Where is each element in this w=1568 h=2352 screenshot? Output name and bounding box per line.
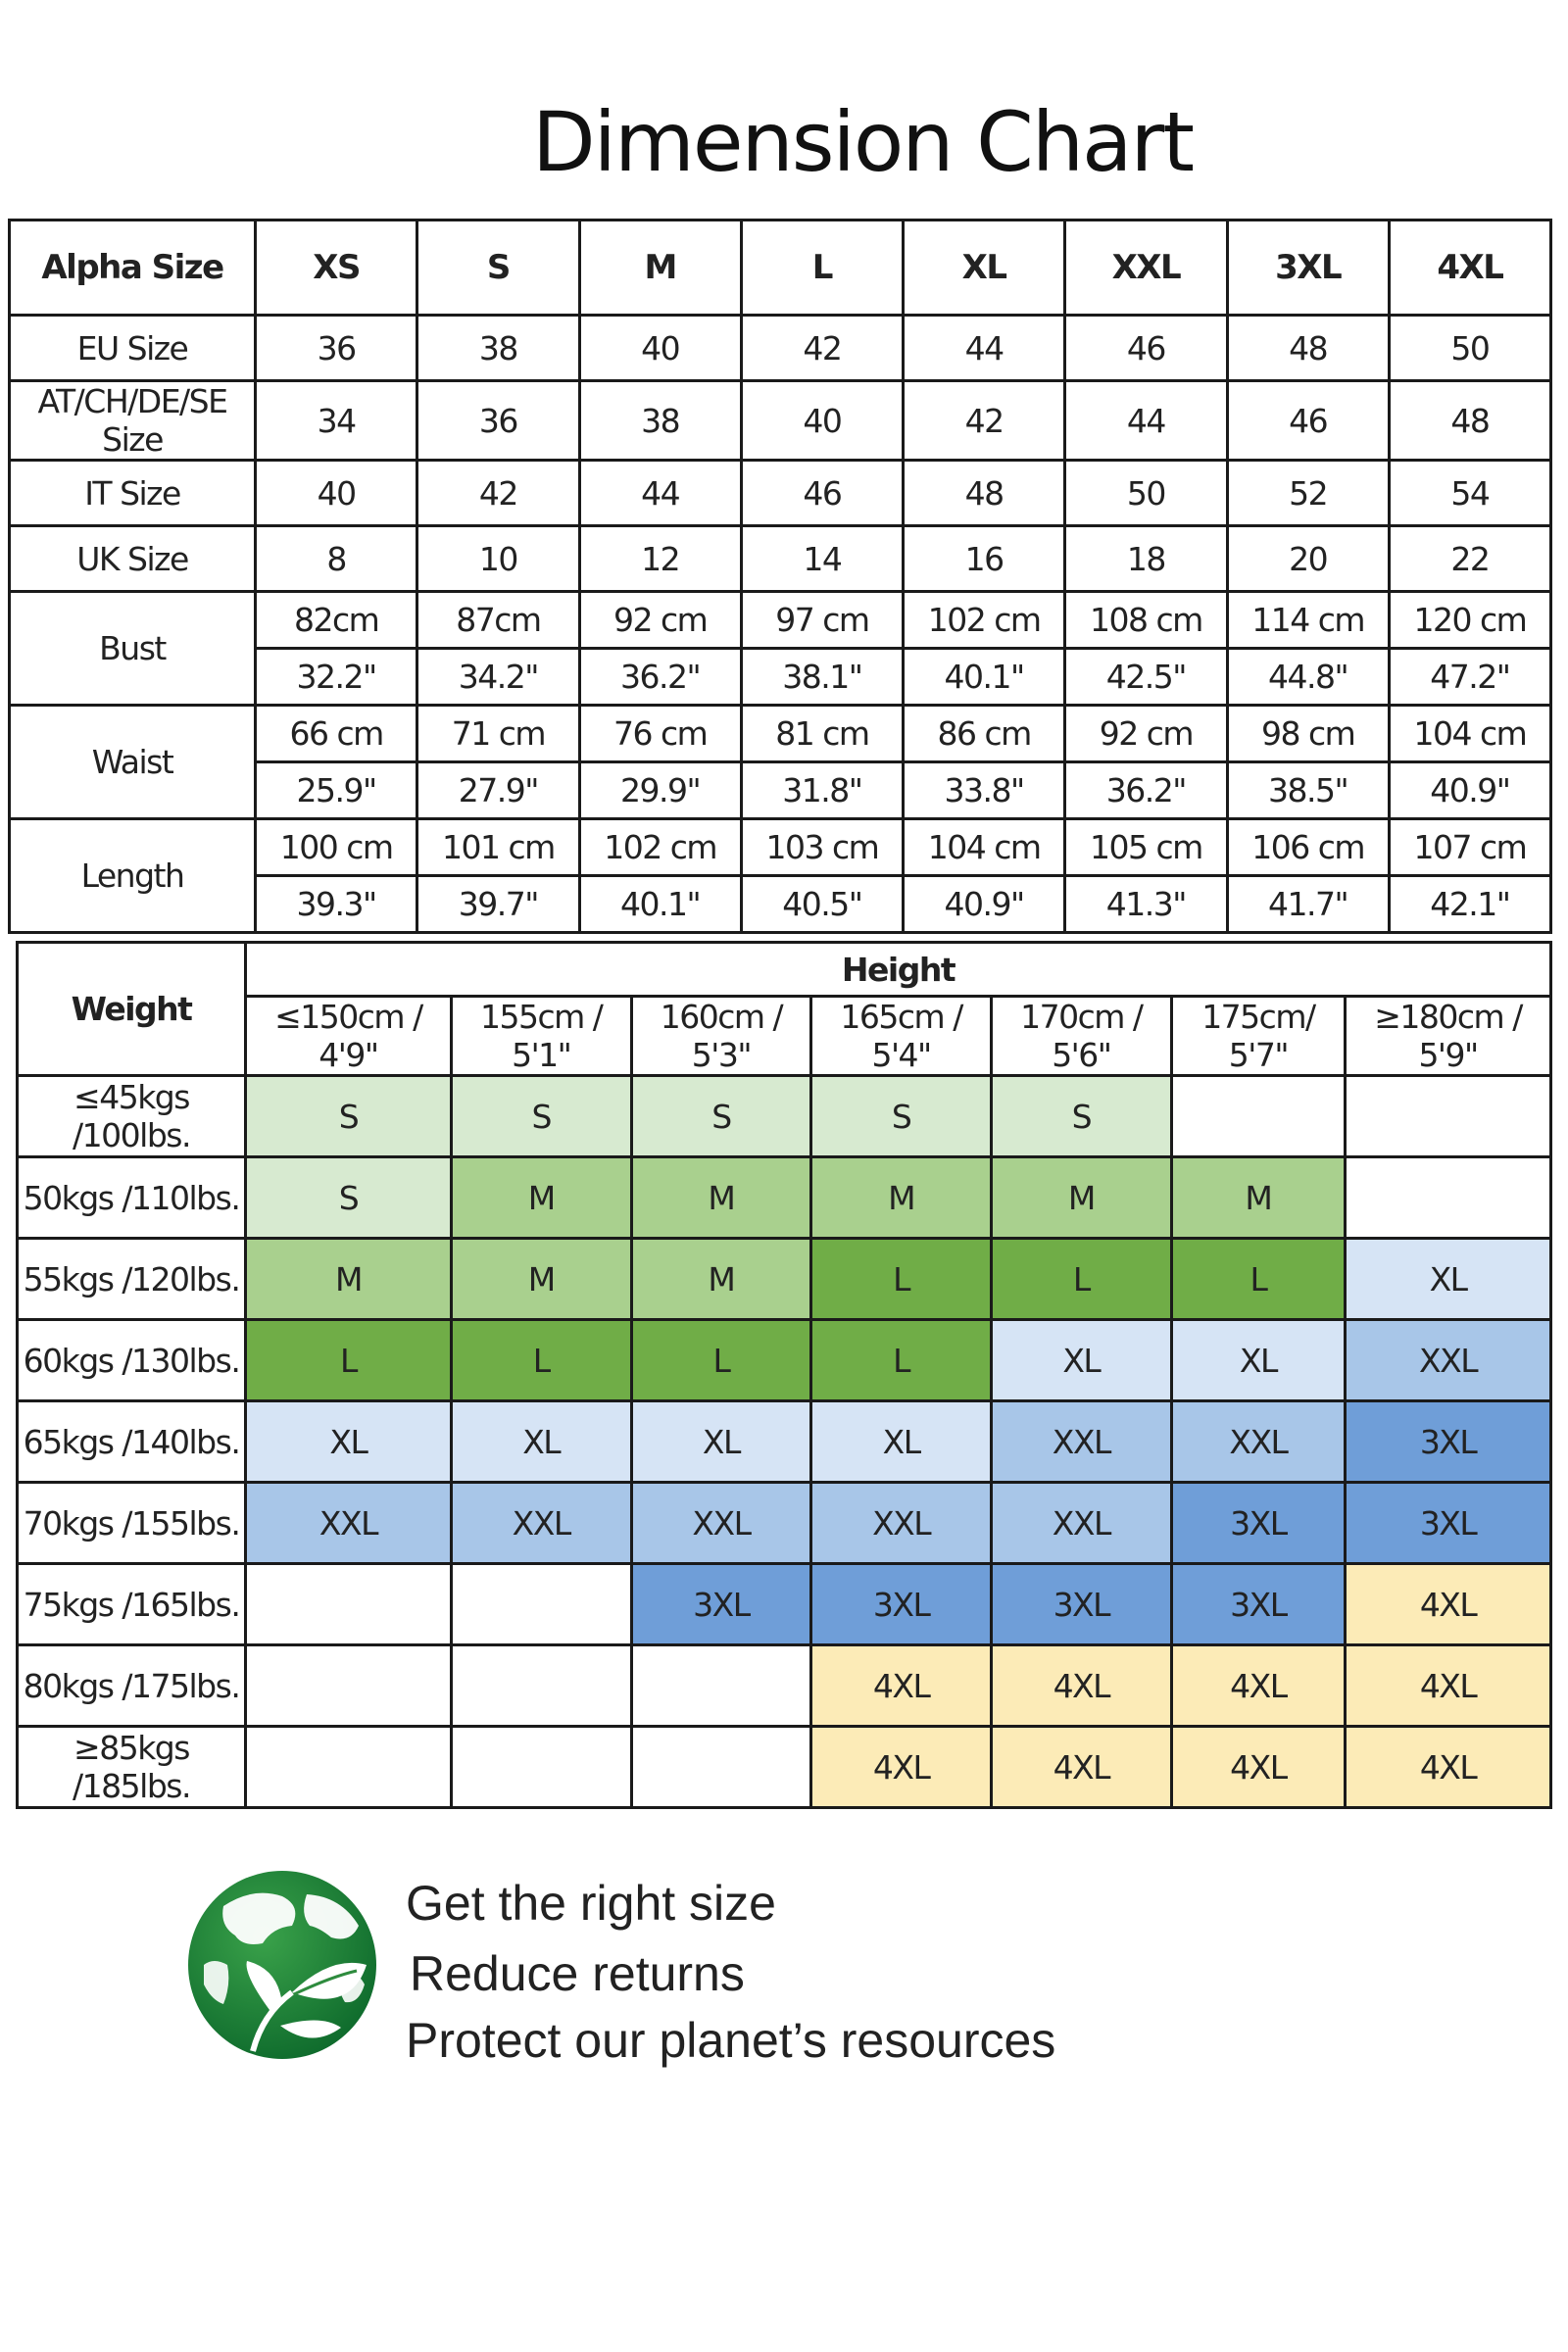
measurement-cm-value: 71 cm	[417, 706, 579, 762]
fit-row	[18, 1401, 1551, 1483]
size-system-value: 50	[1389, 316, 1550, 381]
measurement-inch-value: 38.5"	[1227, 762, 1389, 819]
measurement-inch-value: 40.5"	[741, 876, 903, 933]
size-system-value: 38	[579, 381, 741, 461]
alpha-size-header: Alpha Size	[10, 220, 256, 316]
recommended-size-cell: S	[631, 1076, 811, 1157]
height-title-row	[18, 943, 1551, 997]
weight-label: ≤45kgs /100lbs.	[18, 1076, 246, 1157]
recommended-size-cell	[451, 1727, 631, 1808]
measurement-inch-value: 40.9"	[1389, 762, 1550, 819]
recommended-size-cell: S	[246, 1076, 452, 1157]
measurement-inch-value: 36.2"	[579, 649, 741, 706]
measurement-label: Waist	[10, 706, 256, 819]
measurement-cm-value: 81 cm	[741, 706, 903, 762]
footer-line-right-size: Get the right size	[406, 1876, 776, 1931]
size-header-cell: XS	[256, 220, 417, 316]
recommended-size-cell: 4XL	[1171, 1727, 1345, 1808]
measurement-inch-value: 40.1"	[579, 876, 741, 933]
size-header-cell: 3XL	[1227, 220, 1389, 316]
measurement-cm-row	[10, 819, 1551, 876]
recommended-size-cell: XL	[1171, 1320, 1345, 1401]
measurement-cm-value: 102 cm	[904, 592, 1065, 649]
height-column-header: 155cm / 5'1"	[451, 997, 631, 1076]
measurement-inch-value: 40.1"	[904, 649, 1065, 706]
fit-row	[18, 1320, 1551, 1401]
recommended-size-cell: 3XL	[1171, 1483, 1345, 1564]
weight-label: ≥85kgs /185lbs.	[18, 1727, 246, 1808]
measurement-cm-value: 120 cm	[1389, 592, 1550, 649]
weight-label: 50kgs /110lbs.	[18, 1157, 246, 1239]
size-system-value: 40	[256, 461, 417, 526]
measurement-cm-value: 104 cm	[1389, 706, 1550, 762]
size-system-value: 48	[1389, 381, 1550, 461]
height-header: Height	[246, 943, 1551, 997]
recommended-size-cell: L	[451, 1320, 631, 1401]
size-system-value: 54	[1389, 461, 1550, 526]
recommended-size-cell: M	[451, 1239, 631, 1320]
size-system-value: 46	[1065, 316, 1227, 381]
recommended-size-cell: 4XL	[991, 1645, 1171, 1727]
measurement-cm-value: 103 cm	[741, 819, 903, 876]
measurement-cm-value: 92 cm	[579, 592, 741, 649]
measurement-inch-value: 47.2"	[1389, 649, 1550, 706]
measurement-cm-value: 97 cm	[741, 592, 903, 649]
fit-row	[18, 1645, 1551, 1727]
size-system-value: 40	[579, 316, 741, 381]
recommended-size-cell: S	[451, 1076, 631, 1157]
globe-leaf-icon	[184, 1867, 380, 2063]
measurement-cm-value: 98 cm	[1227, 706, 1389, 762]
size-conversion-table	[8, 219, 1552, 934]
recommended-size-cell: M	[246, 1239, 452, 1320]
measurement-inch-value: 36.2"	[1065, 762, 1227, 819]
size-system-row	[10, 381, 1551, 461]
size-system-value: 36	[256, 316, 417, 381]
measurement-inch-value: 32.2"	[256, 649, 417, 706]
size-system-row	[10, 526, 1551, 592]
measurement-cm-value: 102 cm	[579, 819, 741, 876]
fit-row	[18, 1564, 1551, 1645]
footer-message	[184, 1867, 1360, 2082]
page-title: Dimension Chart	[531, 94, 1194, 190]
size-system-value: 12	[579, 526, 741, 592]
height-column-header: 175cm/ 5'7"	[1171, 997, 1345, 1076]
recommended-size-cell: L	[631, 1320, 811, 1401]
recommended-size-cell: XL	[631, 1401, 811, 1483]
recommended-size-cell	[451, 1645, 631, 1727]
measurement-inch-value: 39.7"	[417, 876, 579, 933]
size-system-value: 46	[741, 461, 903, 526]
measurement-cm-value: 101 cm	[417, 819, 579, 876]
size-system-value: 50	[1065, 461, 1227, 526]
measurement-inch-value: 38.1"	[741, 649, 903, 706]
height-column-header: 170cm / 5'6"	[991, 997, 1171, 1076]
weight-header: Weight	[18, 943, 246, 1076]
recommended-size-cell: M	[1171, 1157, 1345, 1239]
size-system-value: 44	[579, 461, 741, 526]
measurement-inch-value: 27.9"	[417, 762, 579, 819]
size-system-value: 10	[417, 526, 579, 592]
measurement-cm-row	[10, 706, 1551, 762]
size-system-value: 42	[741, 316, 903, 381]
measurement-cm-value: 92 cm	[1065, 706, 1227, 762]
recommended-size-cell: XL	[246, 1401, 452, 1483]
size-header-cell: M	[579, 220, 741, 316]
recommended-size-cell: S	[991, 1076, 1171, 1157]
size-system-value: 22	[1389, 526, 1550, 592]
recommended-size-cell: M	[631, 1157, 811, 1239]
weight-label: 55kgs /120lbs.	[18, 1239, 246, 1320]
recommended-size-cell: 4XL	[1346, 1645, 1551, 1727]
recommended-size-cell: 3XL	[1346, 1483, 1551, 1564]
measurement-inch-value: 33.8"	[904, 762, 1065, 819]
height-values-row	[18, 997, 1551, 1076]
recommended-size-cell: XXL	[991, 1483, 1171, 1564]
measurement-label: Length	[10, 819, 256, 933]
measurement-cm-value: 106 cm	[1227, 819, 1389, 876]
recommended-size-cell: XXL	[1171, 1401, 1345, 1483]
size-system-label: EU Size	[10, 316, 256, 381]
recommended-size-cell: M	[631, 1239, 811, 1320]
recommended-size-cell: L	[1171, 1239, 1345, 1320]
measurement-cm-value: 100 cm	[256, 819, 417, 876]
recommended-size-cell: XL	[991, 1320, 1171, 1401]
recommended-size-cell	[1346, 1076, 1551, 1157]
size-system-row	[10, 316, 1551, 381]
recommended-size-cell: 4XL	[1346, 1564, 1551, 1645]
measurement-inch-value: 42.1"	[1389, 876, 1550, 933]
measurement-inch-value: 40.9"	[904, 876, 1065, 933]
recommended-size-cell: 3XL	[1346, 1401, 1551, 1483]
size-system-value: 42	[904, 381, 1065, 461]
size-system-value: 40	[741, 381, 903, 461]
weight-label: 80kgs /175lbs.	[18, 1645, 246, 1727]
size-header-cell: L	[741, 220, 903, 316]
recommended-size-cell: XXL	[451, 1483, 631, 1564]
fit-row	[18, 1239, 1551, 1320]
recommended-size-cell	[1171, 1076, 1345, 1157]
recommended-size-cell: M	[811, 1157, 992, 1239]
recommended-size-cell: XXL	[1346, 1320, 1551, 1401]
weight-label: 60kgs /130lbs.	[18, 1320, 246, 1401]
size-system-label: UK Size	[10, 526, 256, 592]
recommended-size-cell: L	[811, 1239, 992, 1320]
recommended-size-cell	[631, 1645, 811, 1727]
size-system-value: 48	[1227, 316, 1389, 381]
footer-line-protect-planet: Protect our planet’s resources	[406, 2013, 1056, 2068]
recommended-size-cell: L	[811, 1320, 992, 1401]
size-system-value: 8	[256, 526, 417, 592]
recommended-size-cell: XXL	[246, 1483, 452, 1564]
height-column-header: 160cm / 5'3"	[631, 997, 811, 1076]
recommended-size-cell	[246, 1564, 452, 1645]
size-system-value: 42	[417, 461, 579, 526]
weight-label: 75kgs /165lbs.	[18, 1564, 246, 1645]
recommended-size-cell	[246, 1645, 452, 1727]
fit-row	[18, 1727, 1551, 1808]
recommended-size-cell: 4XL	[1171, 1645, 1345, 1727]
size-system-value: 44	[1065, 381, 1227, 461]
recommended-size-cell	[631, 1727, 811, 1808]
size-system-value: 20	[1227, 526, 1389, 592]
recommended-size-cell: XL	[451, 1401, 631, 1483]
size-system-value: 14	[741, 526, 903, 592]
recommended-size-cell	[451, 1564, 631, 1645]
size-header-cell: 4XL	[1389, 220, 1550, 316]
recommended-size-cell: XXL	[811, 1483, 992, 1564]
recommended-size-cell: XL	[811, 1401, 992, 1483]
size-system-label: IT Size	[10, 461, 256, 526]
size-system-value: 38	[417, 316, 579, 381]
recommended-size-cell: XXL	[631, 1483, 811, 1564]
recommended-size-cell: M	[451, 1157, 631, 1239]
recommended-size-cell: 4XL	[811, 1645, 992, 1727]
size-header-cell: XL	[904, 220, 1065, 316]
measurement-inch-value: 34.2"	[417, 649, 579, 706]
recommended-size-cell: 3XL	[991, 1564, 1171, 1645]
measurement-cm-value: 66 cm	[256, 706, 417, 762]
fit-row	[18, 1157, 1551, 1239]
size-header-cell: XXL	[1065, 220, 1227, 316]
recommended-size-cell: XXL	[991, 1401, 1171, 1483]
measurement-inch-value: 41.7"	[1227, 876, 1389, 933]
recommended-size-cell: L	[246, 1320, 452, 1401]
measurement-cm-value: 114 cm	[1227, 592, 1389, 649]
size-header-row	[10, 220, 1551, 316]
footer-line-reduce-returns: Reduce returns	[410, 1946, 745, 2001]
measurement-cm-row	[10, 592, 1551, 649]
measurement-inch-value: 31.8"	[741, 762, 903, 819]
recommended-size-cell: S	[246, 1157, 452, 1239]
measurement-inch-value: 42.5"	[1065, 649, 1227, 706]
size-system-value: 34	[256, 381, 417, 461]
size-header-cell: S	[417, 220, 579, 316]
measurement-cm-value: 107 cm	[1389, 819, 1550, 876]
height-column-header: ≥180cm / 5'9"	[1346, 997, 1551, 1076]
recommended-size-cell	[1346, 1157, 1551, 1239]
recommended-size-cell	[246, 1727, 452, 1808]
recommended-size-cell: M	[991, 1157, 1171, 1239]
measurement-inch-value: 29.9"	[579, 762, 741, 819]
recommended-size-cell: L	[991, 1239, 1171, 1320]
size-system-value: 16	[904, 526, 1065, 592]
measurement-label: Bust	[10, 592, 256, 706]
measurement-cm-value: 76 cm	[579, 706, 741, 762]
measurement-inch-value: 39.3"	[256, 876, 417, 933]
size-system-value: 44	[904, 316, 1065, 381]
weight-label: 70kgs /155lbs.	[18, 1483, 246, 1564]
fit-row	[18, 1483, 1551, 1564]
measurement-cm-value: 108 cm	[1065, 592, 1227, 649]
height-column-header: 165cm / 5'4"	[811, 997, 992, 1076]
weight-label: 65kgs /140lbs.	[18, 1401, 246, 1483]
fit-row	[18, 1076, 1551, 1157]
size-system-value: 48	[904, 461, 1065, 526]
size-system-label: AT/CH/DE/SE Size	[10, 381, 256, 461]
measurement-cm-value: 82cm	[256, 592, 417, 649]
measurement-cm-value: 105 cm	[1065, 819, 1227, 876]
recommended-size-cell: 3XL	[811, 1564, 992, 1645]
recommended-size-cell: 4XL	[991, 1727, 1171, 1808]
weight-height-fit-table	[16, 941, 1552, 1809]
size-system-value: 46	[1227, 381, 1389, 461]
measurement-inch-value: 41.3"	[1065, 876, 1227, 933]
recommended-size-cell: S	[811, 1076, 992, 1157]
measurement-cm-value: 87cm	[417, 592, 579, 649]
recommended-size-cell: 3XL	[1171, 1564, 1345, 1645]
measurement-inch-value: 25.9"	[256, 762, 417, 819]
recommended-size-cell: 4XL	[1346, 1727, 1551, 1808]
recommended-size-cell: 4XL	[811, 1727, 992, 1808]
measurement-inch-value: 44.8"	[1227, 649, 1389, 706]
size-system-value: 36	[417, 381, 579, 461]
height-column-header: ≤150cm / 4'9"	[246, 997, 452, 1076]
size-system-value: 18	[1065, 526, 1227, 592]
measurement-cm-value: 104 cm	[904, 819, 1065, 876]
size-system-value: 52	[1227, 461, 1389, 526]
size-system-row	[10, 461, 1551, 526]
recommended-size-cell: XL	[1346, 1239, 1551, 1320]
measurement-cm-value: 86 cm	[904, 706, 1065, 762]
recommended-size-cell: 3XL	[631, 1564, 811, 1645]
